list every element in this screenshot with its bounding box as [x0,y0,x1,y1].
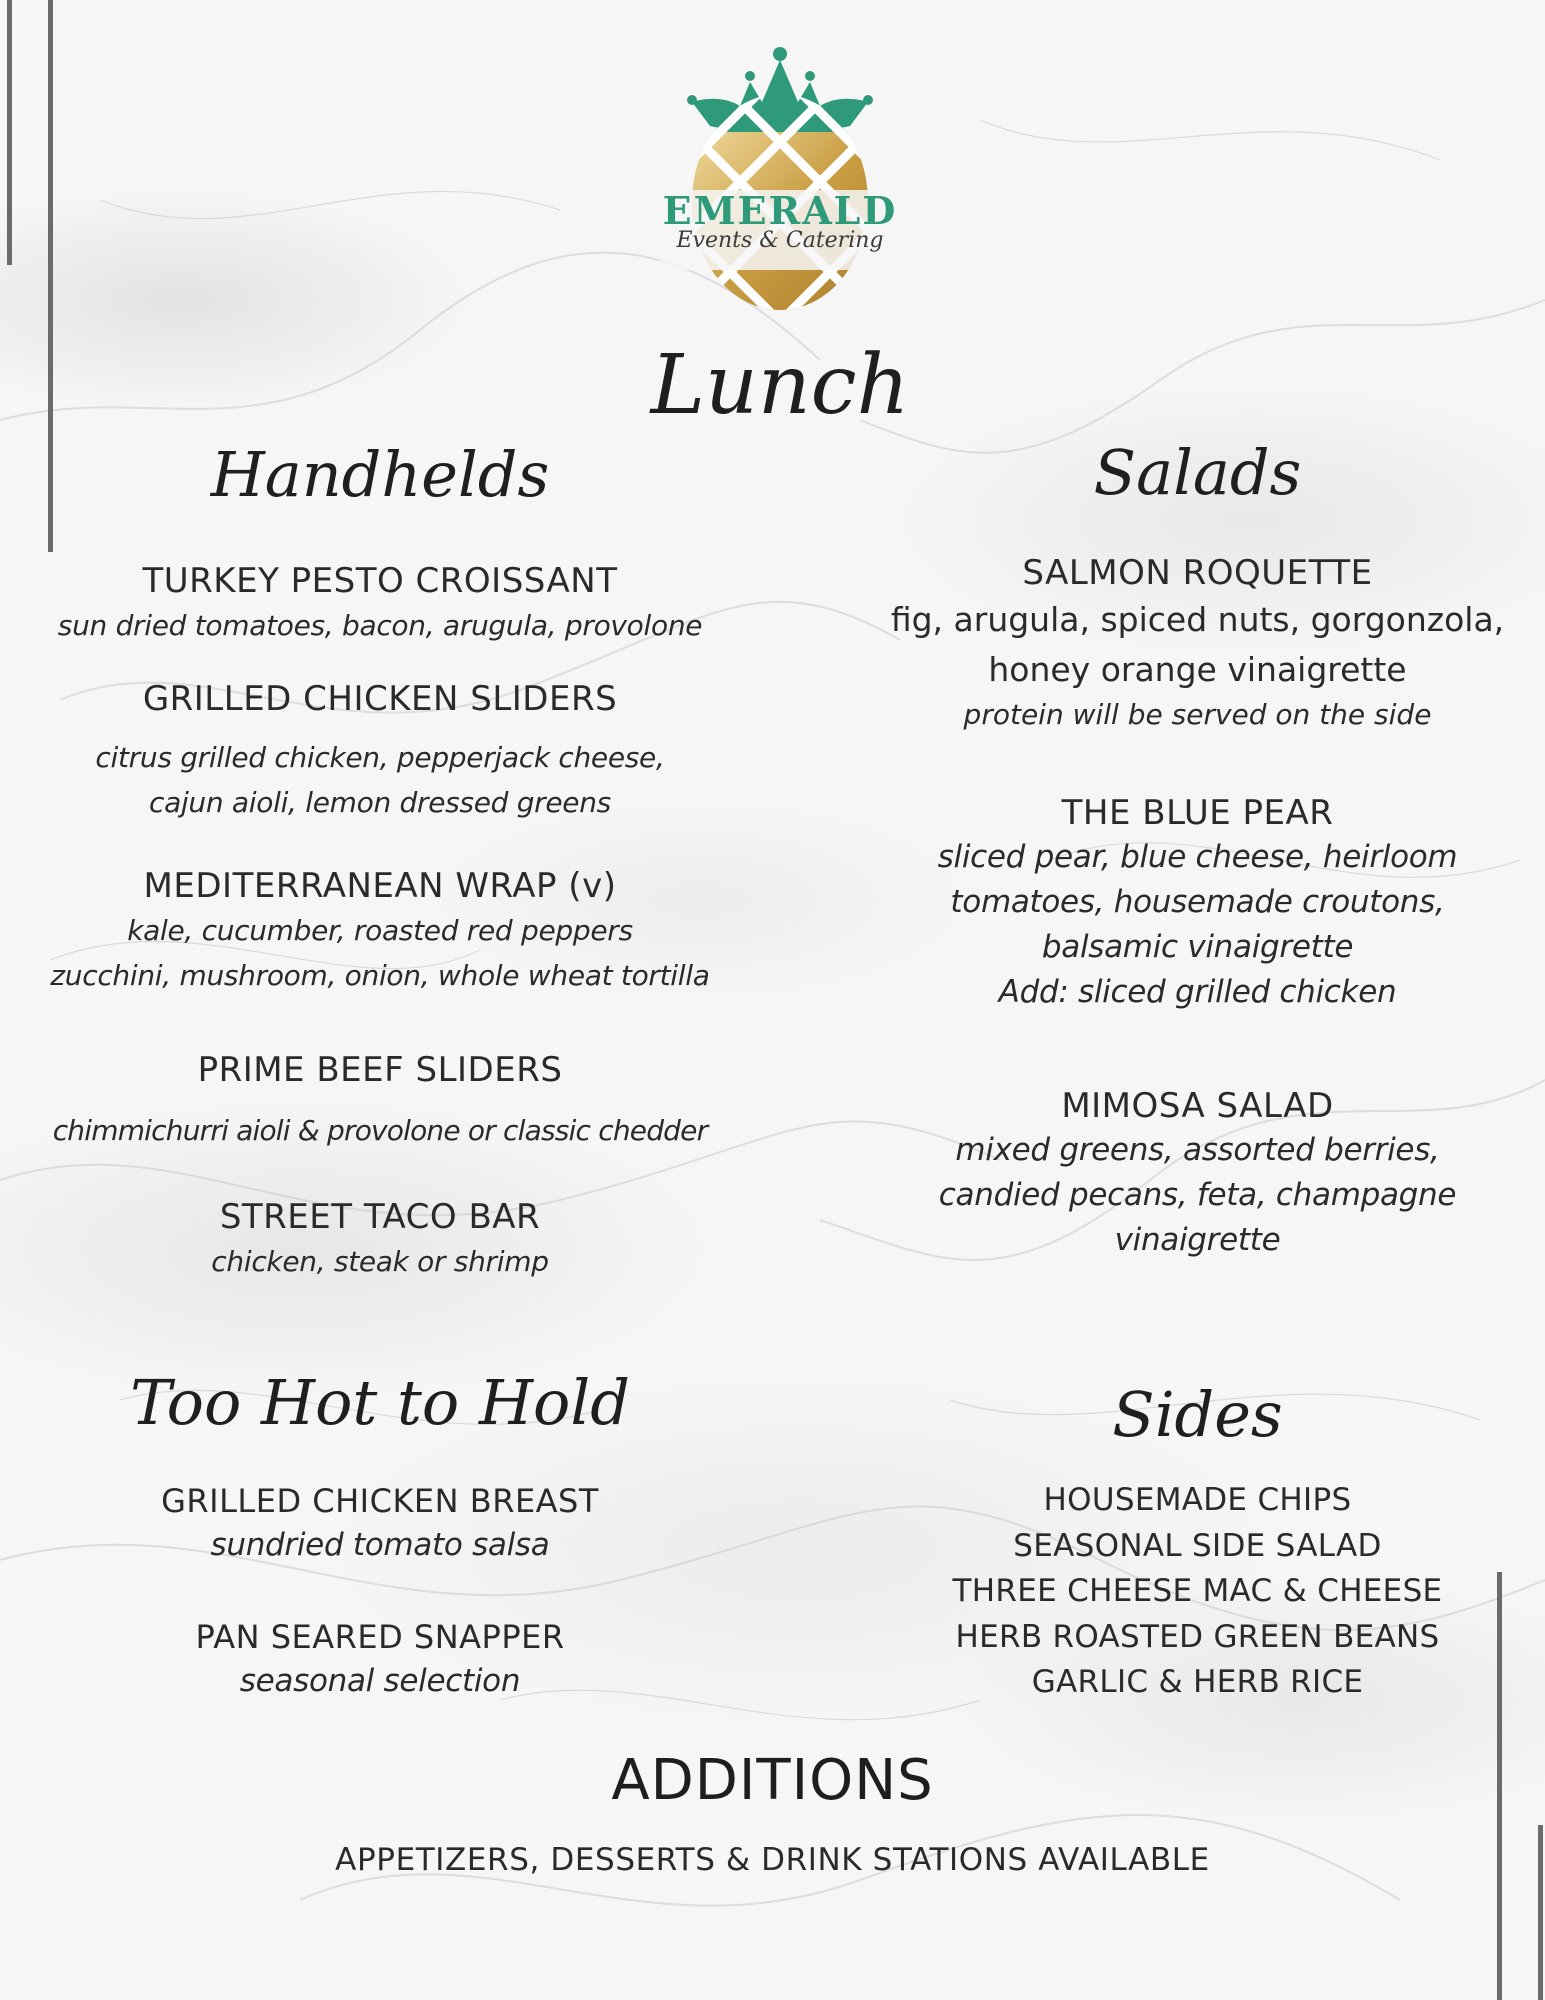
additions-note: APPETIZERS, DESSERTS & DRINK STATIONS AVAILABLE [335,1842,1210,1878]
menu-item [30,864,730,998]
decor-bar [7,0,12,265]
section-heading-hot: Too Hot to Hold [130,1366,630,1439]
side-item: SEASONAL SIDE SALAD [1013,1527,1382,1564]
item-description: vinaigrette [1114,1222,1281,1258]
sides-list [840,1478,1545,1706]
item-name: SALMON ROQUETTE [1022,553,1373,593]
menu-item [840,1084,1545,1263]
item-description: chicken, steak or shrimp [211,1245,549,1278]
item-description: tomatoes, housemade croutons, [950,884,1445,920]
page-title: Lunch [650,338,910,433]
item-description: sun dried tomatoes, bacon, arugula, provolone [57,609,703,642]
item-description: sliced pear, blue cheese, heirloom [937,839,1458,875]
item-description: honey orange vinaigrette [988,650,1407,689]
menu-item [30,1195,730,1284]
section-heading-salads: Salads [1093,436,1302,509]
section-heading-sides: Sides [1112,1378,1283,1451]
emerald-logo [660,42,900,322]
side-item: GARLIC & HERB RICE [1031,1664,1364,1700]
item-name: PAN SEARED SNAPPER [195,1618,565,1656]
section-heading-handhelds: Handhelds [210,438,550,511]
item-description: chimmichurri aioli & provolone or classic chedder [52,1114,708,1147]
item-description: mixed greens, assorted berries, [955,1132,1440,1168]
item-name: TURKEY PESTO CROISSANT [142,561,618,601]
item-name: MIMOSA SALAD [1061,1086,1334,1126]
crown-pineapple-icon [660,42,900,322]
item-description: candied pecans, feta, champagne [938,1177,1457,1213]
logo-name: EMERALD [662,188,898,233]
menu-item [840,551,1545,735]
item-description: seasonal selection [239,1663,521,1699]
item-description: fig, arugula, spiced nuts, gorgonzola, [890,600,1505,639]
side-item: HERB ROASTED GREEN BEANS [955,1618,1440,1655]
item-description: kale, cucumber, roasted red peppers [127,914,633,947]
item-description: citrus grilled chicken, pepperjack cheese, [95,741,665,774]
additions-title: ADDITIONS [611,1748,934,1813]
menu-item [30,1479,730,1568]
item-name: GRILLED CHICKEN BREAST [161,1482,599,1520]
side-item: THREE CHEESE MAC & CHEESE [952,1573,1443,1609]
menu-item [840,791,1545,1015]
item-name: GRILLED CHICKEN SLIDERS [142,679,618,719]
menu-item [30,559,730,648]
item-description: sundried tomato salsa [210,1527,550,1563]
item-description: Add: sliced grilled chicken [998,974,1397,1010]
item-name: PRIME BEEF SLIDERS [197,1050,563,1090]
item-description: zucchini, mushroom, onion, whole wheat tortilla [50,959,710,992]
item-note: protein will be served on the side [963,698,1432,731]
logo-tagline: Events & Catering [676,228,884,253]
item-name: THE BLUE PEAR [1061,793,1334,833]
menu-item [30,1615,730,1704]
item-name: MEDITERRANEAN WRAP (v) [143,866,617,906]
side-item: HOUSEMADE CHIPS [1043,1482,1352,1518]
item-description: balsamic vinaigrette [1041,929,1354,965]
menu-item [30,677,730,825]
menu-item [30,1048,730,1153]
item-description: cajun aioli, lemon dressed greens [149,786,611,819]
item-name: STREET TACO BAR [219,1197,541,1237]
